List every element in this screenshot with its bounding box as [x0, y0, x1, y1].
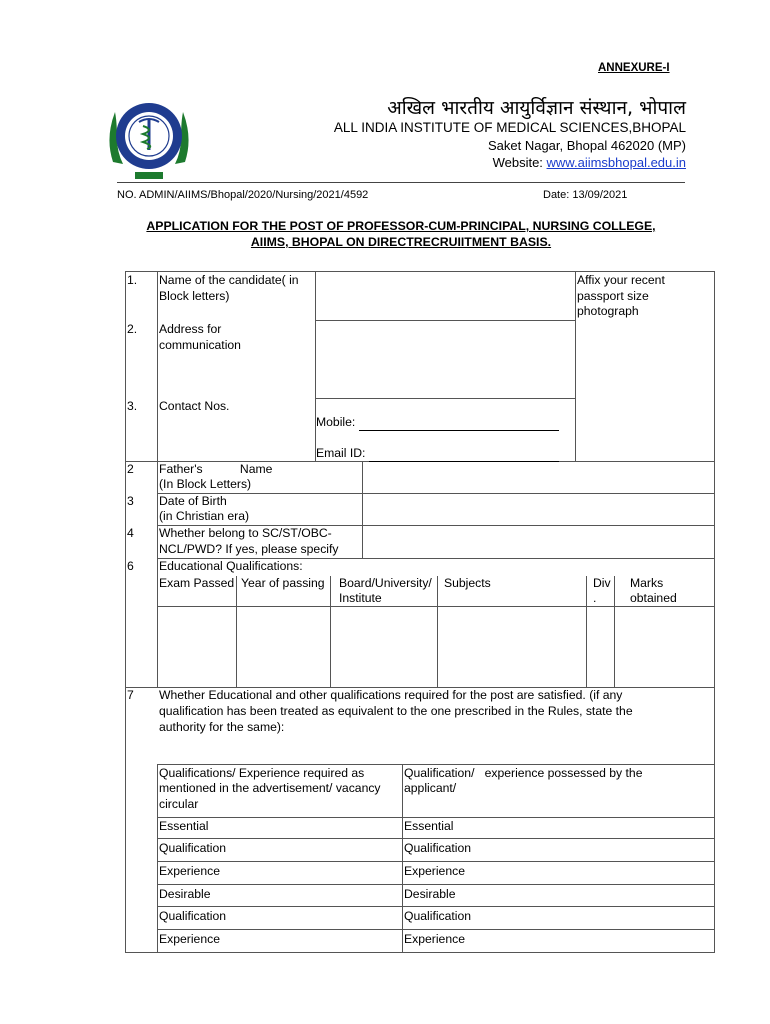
mobile-label: Mobile:: [316, 415, 356, 429]
table-border-left: [125, 271, 126, 953]
row-divider-1: [315, 320, 575, 321]
req-header-c: circular: [159, 797, 199, 811]
pos-row-experience-2: Experience: [404, 932, 465, 946]
edu-header-marks-a: Marks: [630, 576, 664, 590]
req-row-experience: Experience: [159, 864, 220, 878]
row-2-label-b: communication: [159, 338, 241, 352]
row-3-label: Contact Nos.: [159, 399, 230, 413]
req-header-b: mentioned in the advertisement/ vacancy: [159, 781, 381, 795]
photo-divider: [575, 271, 576, 461]
req-header-divider: [157, 817, 715, 818]
row-2-label-a: Address for: [159, 322, 222, 336]
req-row-divider-4: [157, 906, 715, 907]
pos-row-essential: Essential: [404, 819, 454, 833]
email-label: Email ID:: [316, 446, 366, 460]
req-row-experience-2: Experience: [159, 932, 220, 946]
table-border-top: [125, 271, 715, 272]
pos-row-qualification: Qualification: [404, 841, 472, 855]
edu-header-board-a: Board/University/: [339, 576, 432, 590]
institute-address: Saket Nagar, Bhopal 462020 (MP): [487, 138, 686, 153]
pos-row-experience: Experience: [404, 864, 465, 878]
req-pos-divider: [402, 764, 403, 952]
table-num-divider: [157, 271, 158, 687]
edu-header-div-a: Div: [593, 576, 611, 590]
req-row-divider-3: [157, 884, 715, 885]
req-row-divider-5: [157, 929, 715, 930]
row-5-number: 3: [127, 494, 134, 508]
row-4-number: 2: [127, 462, 134, 476]
row-6-number: 4: [127, 526, 134, 540]
row-6-label-a: Whether belong to SC/ST/OBC-: [159, 526, 332, 540]
row-5-label-b: (in Christian era): [159, 509, 250, 523]
form-title-line-1: APPLICATION FOR THE POST OF PROFESSOR-CUM-PRINCIPAL, NURSING COLLEGE,: [146, 219, 656, 233]
website-line: [493, 155, 686, 170]
edu-header-div-b: .: [593, 591, 597, 605]
row-5-label-a: Date of Birth: [159, 494, 227, 508]
edu-entries-area[interactable]: [159, 608, 712, 686]
website-link[interactable]: www.aiimsbhopal.edu.in: [546, 155, 686, 170]
row-divider-2: [315, 398, 575, 399]
dob-field[interactable]: [364, 495, 712, 524]
row-8-text-b: qualification has been treated as equivalent to the one prescribed in the Rules, state the: [159, 704, 633, 718]
pos-header-a: Qualification/ experience possessed by the: [404, 766, 643, 780]
req-row-qualification-2: Qualification: [159, 909, 227, 923]
address-field[interactable]: [317, 322, 573, 396]
row-4-label-b: (In Block Letters): [159, 477, 252, 491]
email-line: [316, 446, 559, 462]
father-name-field[interactable]: [364, 463, 712, 492]
row-8-text-a: Whether Educational and other qualifications required for the post are satisfied. (if any: [159, 688, 623, 702]
row-8-number: 7: [127, 688, 134, 702]
edu-header-board-b: Institute: [339, 591, 382, 605]
row-2-number: 2.: [127, 322, 138, 336]
pos-row-qualification-2: Qualification: [404, 909, 472, 923]
row-7-label: Educational Qualifications:: [159, 559, 303, 573]
table-border-right: [714, 271, 715, 953]
website-label: Website:: [492, 155, 547, 170]
row-7-number: 6: [127, 559, 134, 573]
form-title-line-2: AIIMS, BHOPAL ON DIRECTRECRUIITMENT BASIS.: [250, 235, 552, 249]
row-3-number: 3.: [127, 399, 138, 413]
row-1-number: 1.: [127, 273, 138, 287]
edu-header-year: Year of passing: [241, 576, 325, 590]
reference-number: NO. ADMIN/AIIMS/Bhopal/2020/Nursing/2021/4592: [117, 189, 369, 201]
req-row-desirable: Desirable: [159, 887, 211, 901]
req-header-a: Qualifications/ Experience required as: [159, 766, 365, 780]
photo-box-label: Affix your recent passport size photograph: [577, 273, 665, 318]
edu-header-marks-b: obtained: [630, 591, 677, 605]
institute-name-hindi: अखिल भारतीय आयुर्विज्ञान संस्थान, भोपाल: [387, 97, 686, 119]
row-4-label-a: Father's Name: [159, 462, 273, 476]
row-6-label-b: NCL/PWD? If yes, please specify: [159, 542, 339, 556]
row-divider-4: [157, 493, 715, 494]
notice-date: Date: 13/09/2021: [543, 189, 628, 201]
edu-header-exam: Exam Passed: [159, 576, 235, 590]
institute-name: ALL INDIA INSTITUTE OF MEDICAL SCIENCES,BHOPAL: [333, 120, 686, 135]
label-input-divider-2: [362, 461, 363, 559]
req-row-divider-1: [157, 838, 715, 839]
email-field[interactable]: [369, 449, 559, 462]
req-row-divider-2: [157, 861, 715, 862]
category-field[interactable]: [364, 527, 712, 557]
mobile-field[interactable]: [359, 418, 559, 431]
pos-header-b: applicant/: [404, 781, 457, 795]
pos-row-desirable: Desirable: [404, 887, 456, 901]
label-input-divider: [315, 271, 316, 461]
form-title: [117, 218, 685, 250]
annexure-label: ANNEXURE-I: [598, 62, 670, 74]
req-row-qualification: Qualification: [159, 841, 227, 855]
row-1-label-a: Name of the candidate( in: [159, 273, 299, 287]
table-num-divider-lower: [157, 764, 158, 953]
aiims-logo: [103, 92, 195, 184]
candidate-name-field[interactable]: [317, 273, 573, 318]
req-row-essential: Essential: [159, 819, 209, 833]
mobile-line: [316, 415, 559, 431]
row7-divider: [157, 764, 715, 765]
edu-header-subjects: Subjects: [444, 576, 491, 590]
header-divider: [117, 182, 685, 183]
row-8-text-c: authority for the same):: [159, 720, 285, 734]
row-1-label-b: Block letters): [159, 289, 230, 303]
table-border-bottom: [125, 952, 715, 953]
